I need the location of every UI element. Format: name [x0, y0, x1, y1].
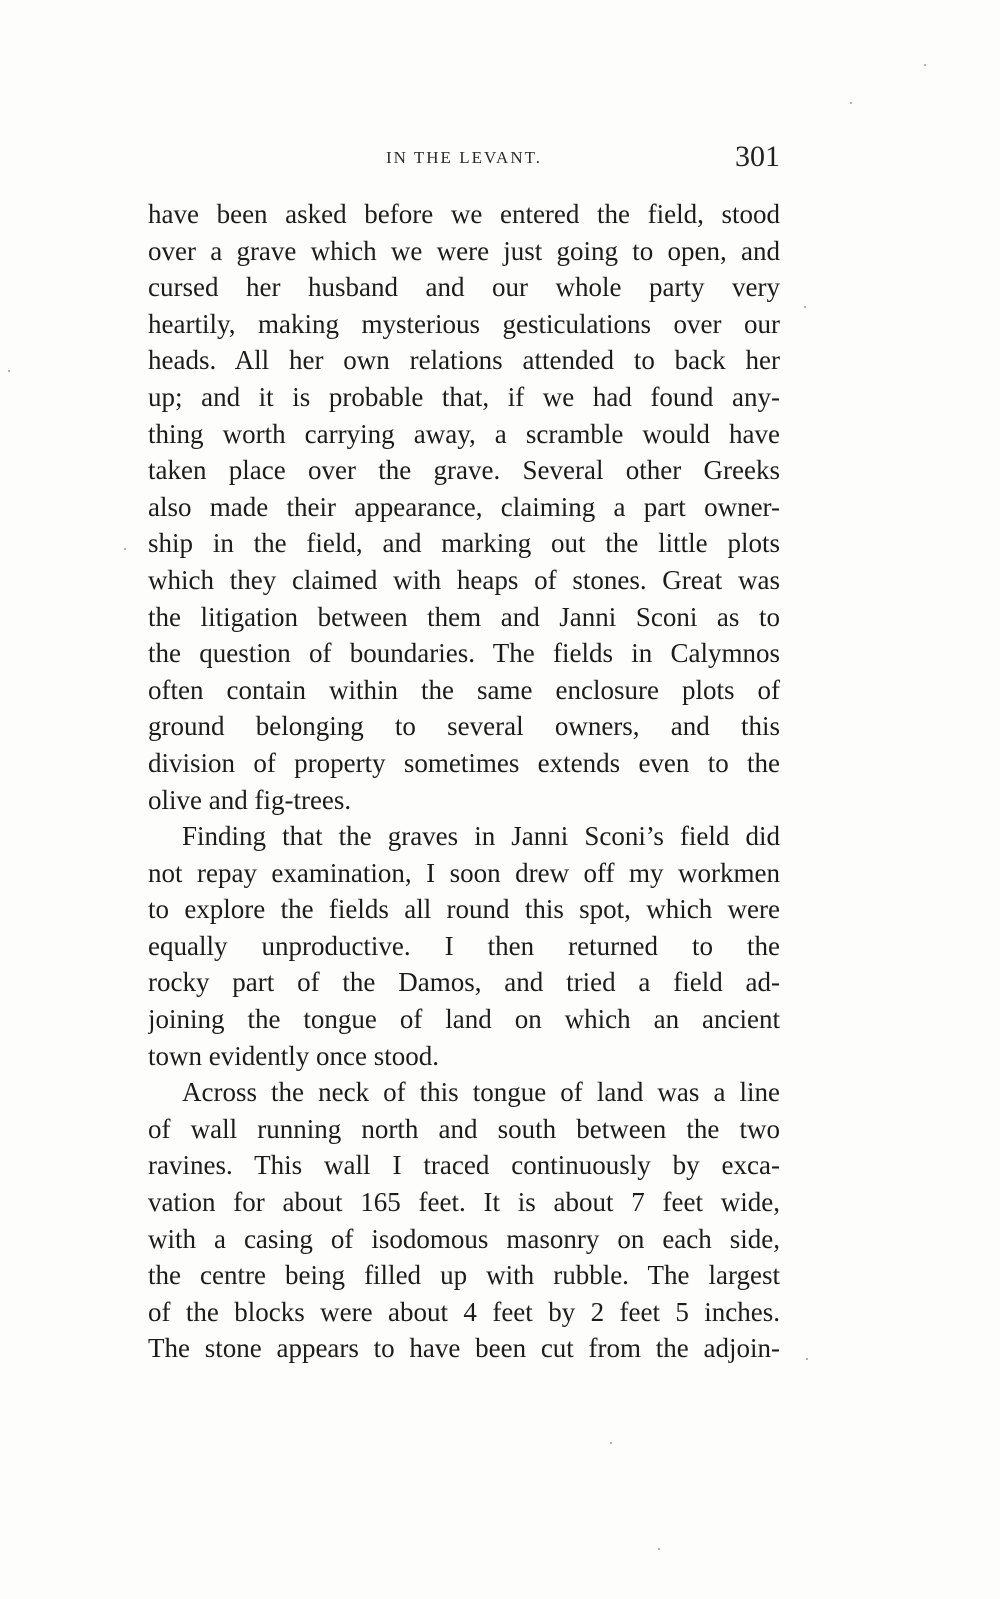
page-number: 301 — [735, 140, 780, 173]
running-head — [148, 140, 780, 180]
text-line: cursed her husband and our whole party very — [148, 272, 780, 303]
running-title: IN THE LEVANT. — [386, 148, 542, 167]
text-line: heads. All her own relations attended to back her — [148, 345, 780, 376]
text-line: town evidently once stood. — [148, 1040, 439, 1071]
scan-speck — [658, 1548, 660, 1550]
text-line: joining the tongue of land on which an ancient — [148, 1004, 780, 1035]
scan-speck — [610, 1442, 612, 1444]
text-line: over a grave which we were just going to open, and — [148, 235, 780, 266]
text-line: olive and fig-trees. — [148, 784, 352, 815]
scan-speck — [806, 1358, 808, 1360]
text-line: vation for about 165 feet. It is about 7 feet wide, — [148, 1187, 780, 1218]
text-line: also made their appearance, claiming a part owner- — [148, 491, 780, 522]
text-line: with a casing of isodomous masonry on each side, — [148, 1223, 780, 1254]
text-line: ravines. This wall I traced continuously by exca- — [148, 1150, 780, 1181]
text-line: Across the neck of this tongue of land was a line — [182, 1077, 780, 1108]
text-line: ground belonging to several owners, and this — [148, 711, 780, 742]
text-line: which they claimed with heaps of stones. Great was — [148, 564, 780, 595]
text-line: the litigation between them and Janni Sconi as to — [148, 601, 780, 632]
text-line: heartily, making mysterious gesticulations over our — [148, 308, 780, 339]
scan-speck — [8, 370, 10, 372]
scan-speck — [850, 102, 852, 104]
text-line: of wall running north and south between the two — [148, 1113, 780, 1144]
text-line: taken place over the grave. Several other Greeks — [148, 455, 780, 486]
text-line: division of property sometimes extends even to the — [148, 747, 780, 778]
text-line: ship in the field, and marking out the little plots — [148, 528, 780, 559]
scan-speck — [804, 306, 806, 308]
text-line: rocky part of the Damos, and tried a field ad- — [148, 967, 780, 998]
text-line: to explore the fields all round this spot, which were — [148, 894, 780, 925]
text-line: have been asked before we entered the field, stood — [148, 199, 780, 229]
text-line: not repay examination, I soon drew off my workmen — [148, 857, 780, 888]
text-line: Finding that the graves in Janni Sconi’s field did — [182, 821, 780, 852]
text-line: The stone appears to have been cut from the adjoin- — [148, 1333, 780, 1364]
text-line: thing worth carrying away, a scramble would have — [148, 418, 780, 449]
text-line: the centre being filled up with rubble. The largest — [148, 1260, 780, 1291]
text-line: the question of boundaries. The fields in Calymnos — [148, 638, 780, 669]
text-line: up; and it is probable that, if we had found any- — [148, 381, 780, 412]
body-text — [148, 196, 780, 1367]
scan-speck — [924, 64, 926, 66]
paragraph — [148, 818, 780, 1074]
scan-speck — [124, 548, 126, 550]
text-line: often contain within the same enclosure plots of — [148, 674, 780, 705]
text-line: equally unproductive. I then returned to the — [148, 930, 780, 961]
paragraph — [148, 1074, 780, 1367]
paragraph — [148, 196, 780, 818]
text-line: of the blocks were about 4 feet by 2 feet 5 inches. — [148, 1296, 780, 1327]
